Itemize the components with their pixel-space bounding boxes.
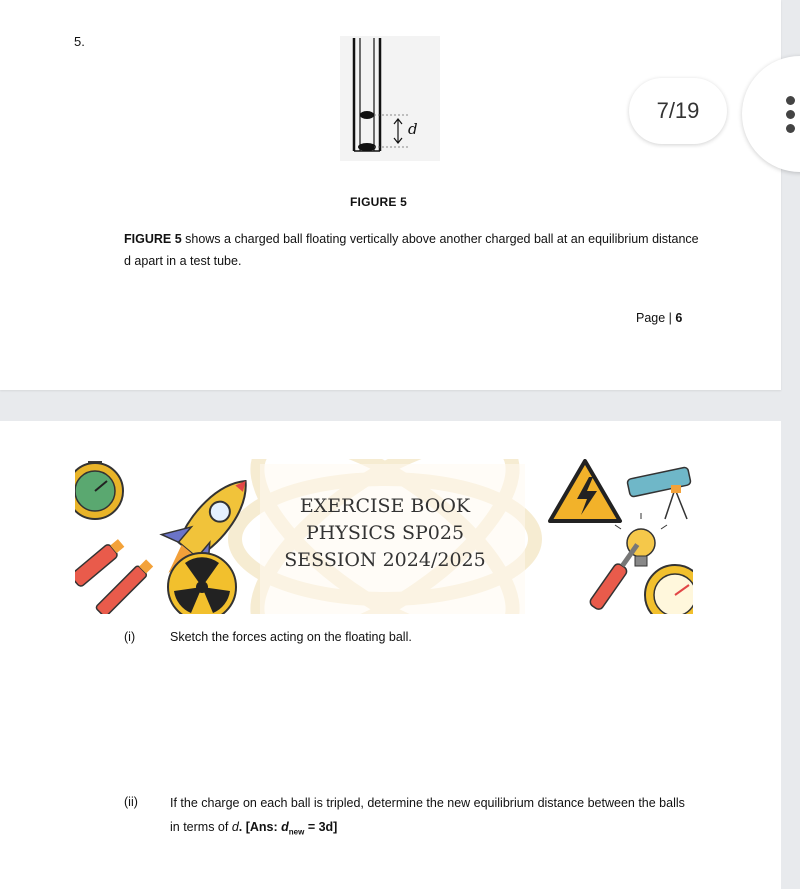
variable-d: d: [231, 820, 239, 834]
more-vertical-icon: [786, 96, 795, 105]
radiation-icon: [168, 553, 236, 614]
distance-label: d: [408, 120, 418, 138]
part-ii-label: (ii): [124, 795, 138, 809]
page-counter[interactable]: 7/19: [629, 78, 727, 144]
page-footer: [636, 311, 682, 325]
figure-description: [124, 228, 704, 272]
banner-title: [275, 493, 495, 574]
more-vertical-icon: [786, 124, 795, 133]
page-footer-prefix: Page |: [636, 311, 676, 325]
page-footer-number: 6: [675, 311, 683, 325]
part-i-text: Sketch the forces acting on the floating ball.: [170, 630, 412, 644]
part-i-label: (i): [124, 630, 136, 644]
banner-line-3: SESSION 2024/2025: [284, 549, 486, 571]
figure-reference: FIGURE 5: [124, 232, 182, 246]
answer-variable: d: [281, 820, 289, 834]
document-page-7: [0, 421, 781, 889]
document-page-6: [0, 0, 781, 390]
description-text: shows a charged ball floating vertically above another charged ball at an equilibrium distance d apart in a test tube.: [124, 232, 699, 268]
question-number: 5.: [74, 34, 85, 49]
test-tube-figure: [340, 36, 440, 161]
part-ii-question: If the charge on each ball is tripled, determine the new equilibrium distance between the balls in terms of: [170, 796, 685, 834]
answer-subscript: new: [288, 827, 305, 837]
answer-prefix: . [Ans:: [238, 820, 282, 834]
figure-caption: FIGURE 5: [350, 195, 407, 209]
part-ii-text: [170, 791, 695, 845]
banner-line-1: EXERCISE BOOK: [299, 495, 471, 517]
banner-line-2: PHYSICS SP025: [305, 522, 465, 544]
more-vertical-icon: [786, 110, 795, 119]
answer-value: = 3d]: [304, 820, 338, 834]
exercise-book-banner: [75, 459, 693, 614]
